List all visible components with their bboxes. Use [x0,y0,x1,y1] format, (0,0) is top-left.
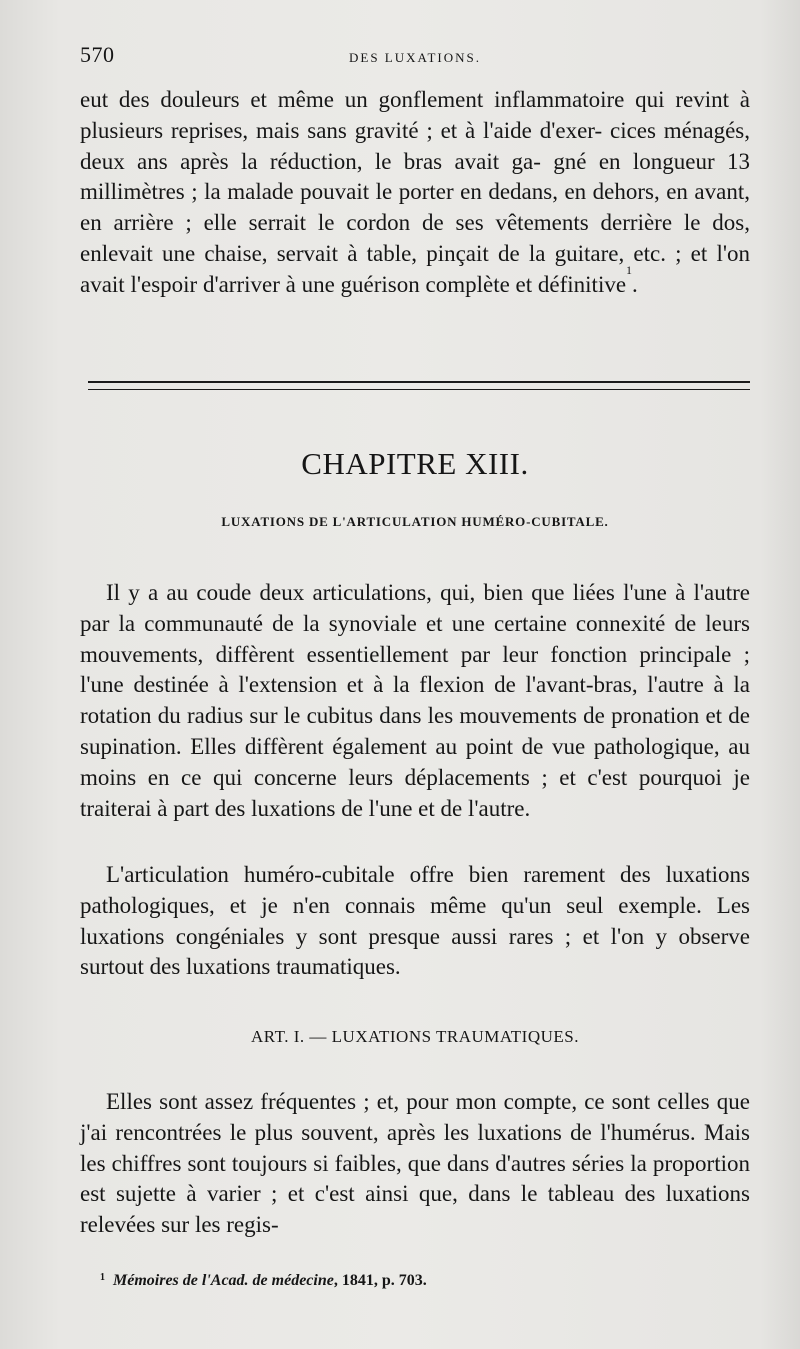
continuation-paragraph [80,85,750,301]
continuation-line: cordon de ses vêtements derrière le dos, enlevait une chaise, [80,210,750,266]
continuation-last-line: d'arriver à une guérison complète et définitive [202,271,627,297]
articulation-paragraph [80,860,750,983]
page-number: 570 [80,42,115,67]
section-heading: ART. I. — LUXATIONS TRAUMATIQUES. [251,1027,579,1046]
page-header [80,42,750,72]
intro-paragraph [80,578,750,824]
traumatic-paragraph [80,1087,750,1241]
intro-paragraph-text: Il y a au coude deux articulations, qui, bien que liées l'une à l'autre par la communauté de la synoviale et une certaine connexité de leurs mouvements, diffèrent essentiellement par leur fonction principale ; l'une destinée à l'extension et à la flexion de l'avant-bras, l'autre à la rotation du radius sur le cubitus dans les mouvements de pronation et de supination. Elles diffèrent également au point de vue pathologique, au moins en ce qui concerne leurs déplacements ; et c'est pourquoi je traiterai à part des luxations de l'une et de l'autre. [80,580,750,821]
chapter-rule-thin [88,389,750,390]
continuation-line: eut des douleurs et même un gonflement inflammatoire qui [80,87,665,112]
footnote-mark: 1 [100,1272,105,1283]
chapter-subtitle: LUXATIONS DE L'ARTICULATION HUMÉRO-CUBITALE. [221,514,609,529]
footnote-details: , 1841, p. 703. [333,1272,427,1289]
continuation-line: gné en longueur 13 millimètres ; la malade pouvait le porter [80,148,750,205]
continuation-last-line-end: . [632,271,638,297]
continuation-line: revint à plusieurs reprises, mais sans gravité ; et à l'aide d'exer- [80,87,750,143]
continuation-line: servait à table, pinçait de la guitare, etc. ; et l'on avait l'espoir [80,240,750,297]
articulation-paragraph-text: L'articulation huméro-cubitale offre bien rarement des luxations pathologiques, et je n'en connais même qu'un seul exemple. Les luxations congéniales y sont presque aussi rares ; et l'on y observe surtout des luxations traumatiques. [80,862,750,980]
chapter-rule-thick [88,381,750,383]
running-title: DES LUXATIONS. [349,50,481,65]
footnote [100,1272,740,1290]
continuation-line: en dedans, en dehors, en avant, en arrière ; elle serrait le [80,179,750,236]
footnote-source: Mémoires de l'Acad. de médecine [113,1272,334,1289]
footnote-reference: 1 [626,262,633,277]
chapter-title: CHAPITRE XIII. [301,446,529,481]
continuation-line: cices ménagés, deux ans après la réduction, le bras avait ga- [80,117,750,174]
traumatic-paragraph-text: Elles sont assez fréquentes ; et, pour mon compte, ce sont celles que j'ai rencontrées le plus souvent, après les luxations de l'humérus. Mais les chiffres sont toujours si faibles, que dans d'autres séries la proportion est sujette à varier ; et c'est ainsi que, dans le tableau des luxations relevées sur les regis- [80,1089,750,1238]
